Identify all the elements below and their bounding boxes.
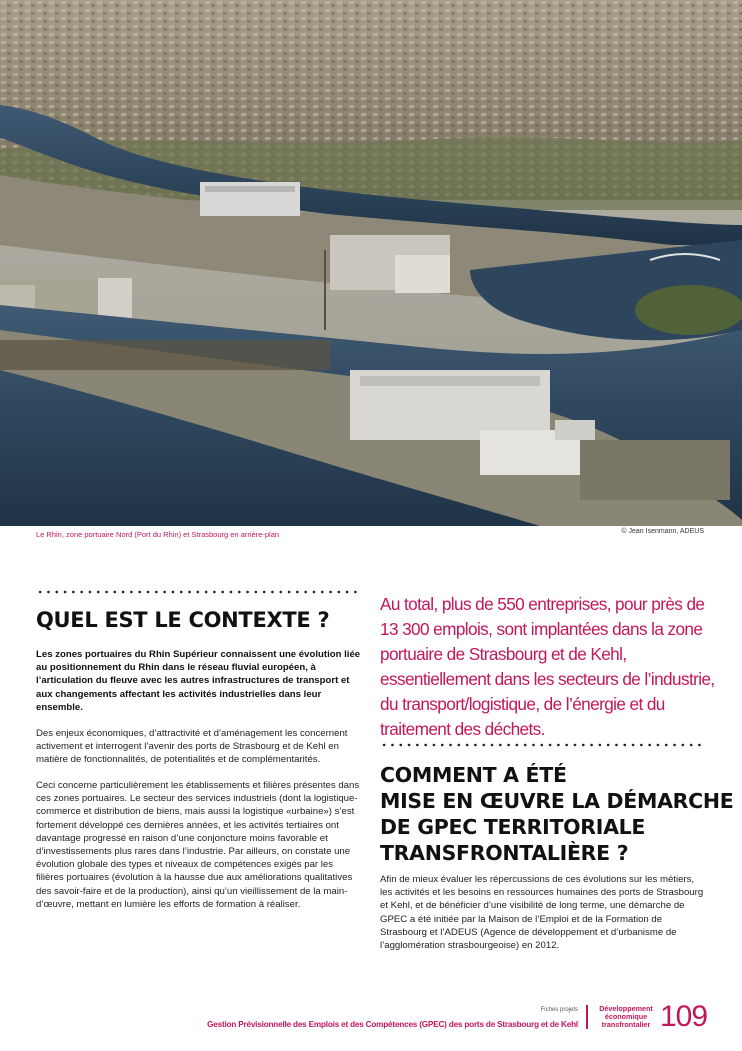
context-lead-paragraph: Les zones portuaires du Rhin Supérieur connaissent une évolution liée au positionnement du Rhin dans le réseau fluvial européen, à l’articulation du fleuve avec les autres infrastructures de transport et aux changements affectant les activités industrielles dans leur ensemble. — [36, 649, 361, 713]
method-paragraph: Afin de mieux évaluer les répercussions de ces évolutions sur les métiers, les activités et les besoins en ressources humaines des ports de Strasbourg et Kehl, et de bénéficier d’une visibilité de long terme, une démarche de GPEC a été initiée par la Maison de l’Emploi et de la Formation de Strasbourg et l’ADEUS (Agence de développement et d’urbanisme de l’agglomération strasbourgeoise) en 2012. — [380, 874, 704, 952]
method-heading — [380, 762, 733, 866]
footer-label: Fiches projets — [540, 1007, 578, 1013]
method-heading-line: DE GPEC TERRITORIALE — [380, 815, 646, 839]
footer-brand-line: économique — [604, 1012, 648, 1021]
footer-title: Gestion Prévisionnelle des Emplois et des Compétences (GPEC) des ports de Strasbourg et de Kehl — [207, 1020, 578, 1029]
context-heading: QUEL EST LE CONTEXTE ? — [36, 608, 330, 632]
photo-caption: Le Rhin, zone portuaire Nord (Port du Rhin) et Strasbourg en arrière-plan — [36, 530, 280, 539]
footer-separator — [586, 1005, 588, 1029]
page-number: 109 — [660, 1000, 708, 1033]
context-paragraph-2: Ceci concerne particulièrement les établissements et filières présentes dans ces zones portuaires. Le secteur des services industriels (dont la logistique-commerce et distribution de biens, mais aussi la logistique «urbaine») s’est fortement développé ces dernières années, et les activités tertiaires ont davantage progressé en raison d’une conjoncture moins favorable et d’investissements plus rares dans l’industrie. Par ailleurs, on constate une évolution globale des types et niveaux de compétences exigés par les filières portuaires (évolution à la hausse due aux améliorations qualitatives des savoir-faire et de la production), ainsi qu’un vieillissement de la main-d’œuvre, mettant en lumière les efforts de formation à réaliser. — [36, 780, 360, 910]
method-heading-line: MISE EN ŒUVRE LA DÉMARCHE — [380, 789, 734, 813]
method-heading-line: TRANSFRONTALIÈRE ? — [380, 841, 629, 865]
photo-credit: © Jean Isenmann, ADEUS — [621, 528, 704, 535]
method-heading-line: COMMENT A ÉTÉ — [380, 763, 567, 787]
context-paragraph-1: Des enjeux économiques, d’attractivité et d’aménagement les concernent activement et interrogent l’avenir des ports de Strasbourg et de Kehl en matière de fonctionnalités, de potentialités et de complémentarités. — [36, 728, 348, 766]
section-divider-dots — [380, 743, 705, 747]
section-divider-dots — [36, 590, 361, 594]
pull-quote: Au total, plus de 550 entreprises, pour près de 13 300 emplois, sont implantées dans la zone portuaire de Strasbourg et de Kehl, essentiellement dans les secteurs de l’industrie, du transport/logistique, de l’énergie et du traitement des déchets. — [380, 594, 715, 739]
footer-brand — [594, 1005, 658, 1029]
footer-brand-line: Développement — [599, 1004, 653, 1013]
footer-brand-line: transfrontalier — [601, 1020, 651, 1029]
